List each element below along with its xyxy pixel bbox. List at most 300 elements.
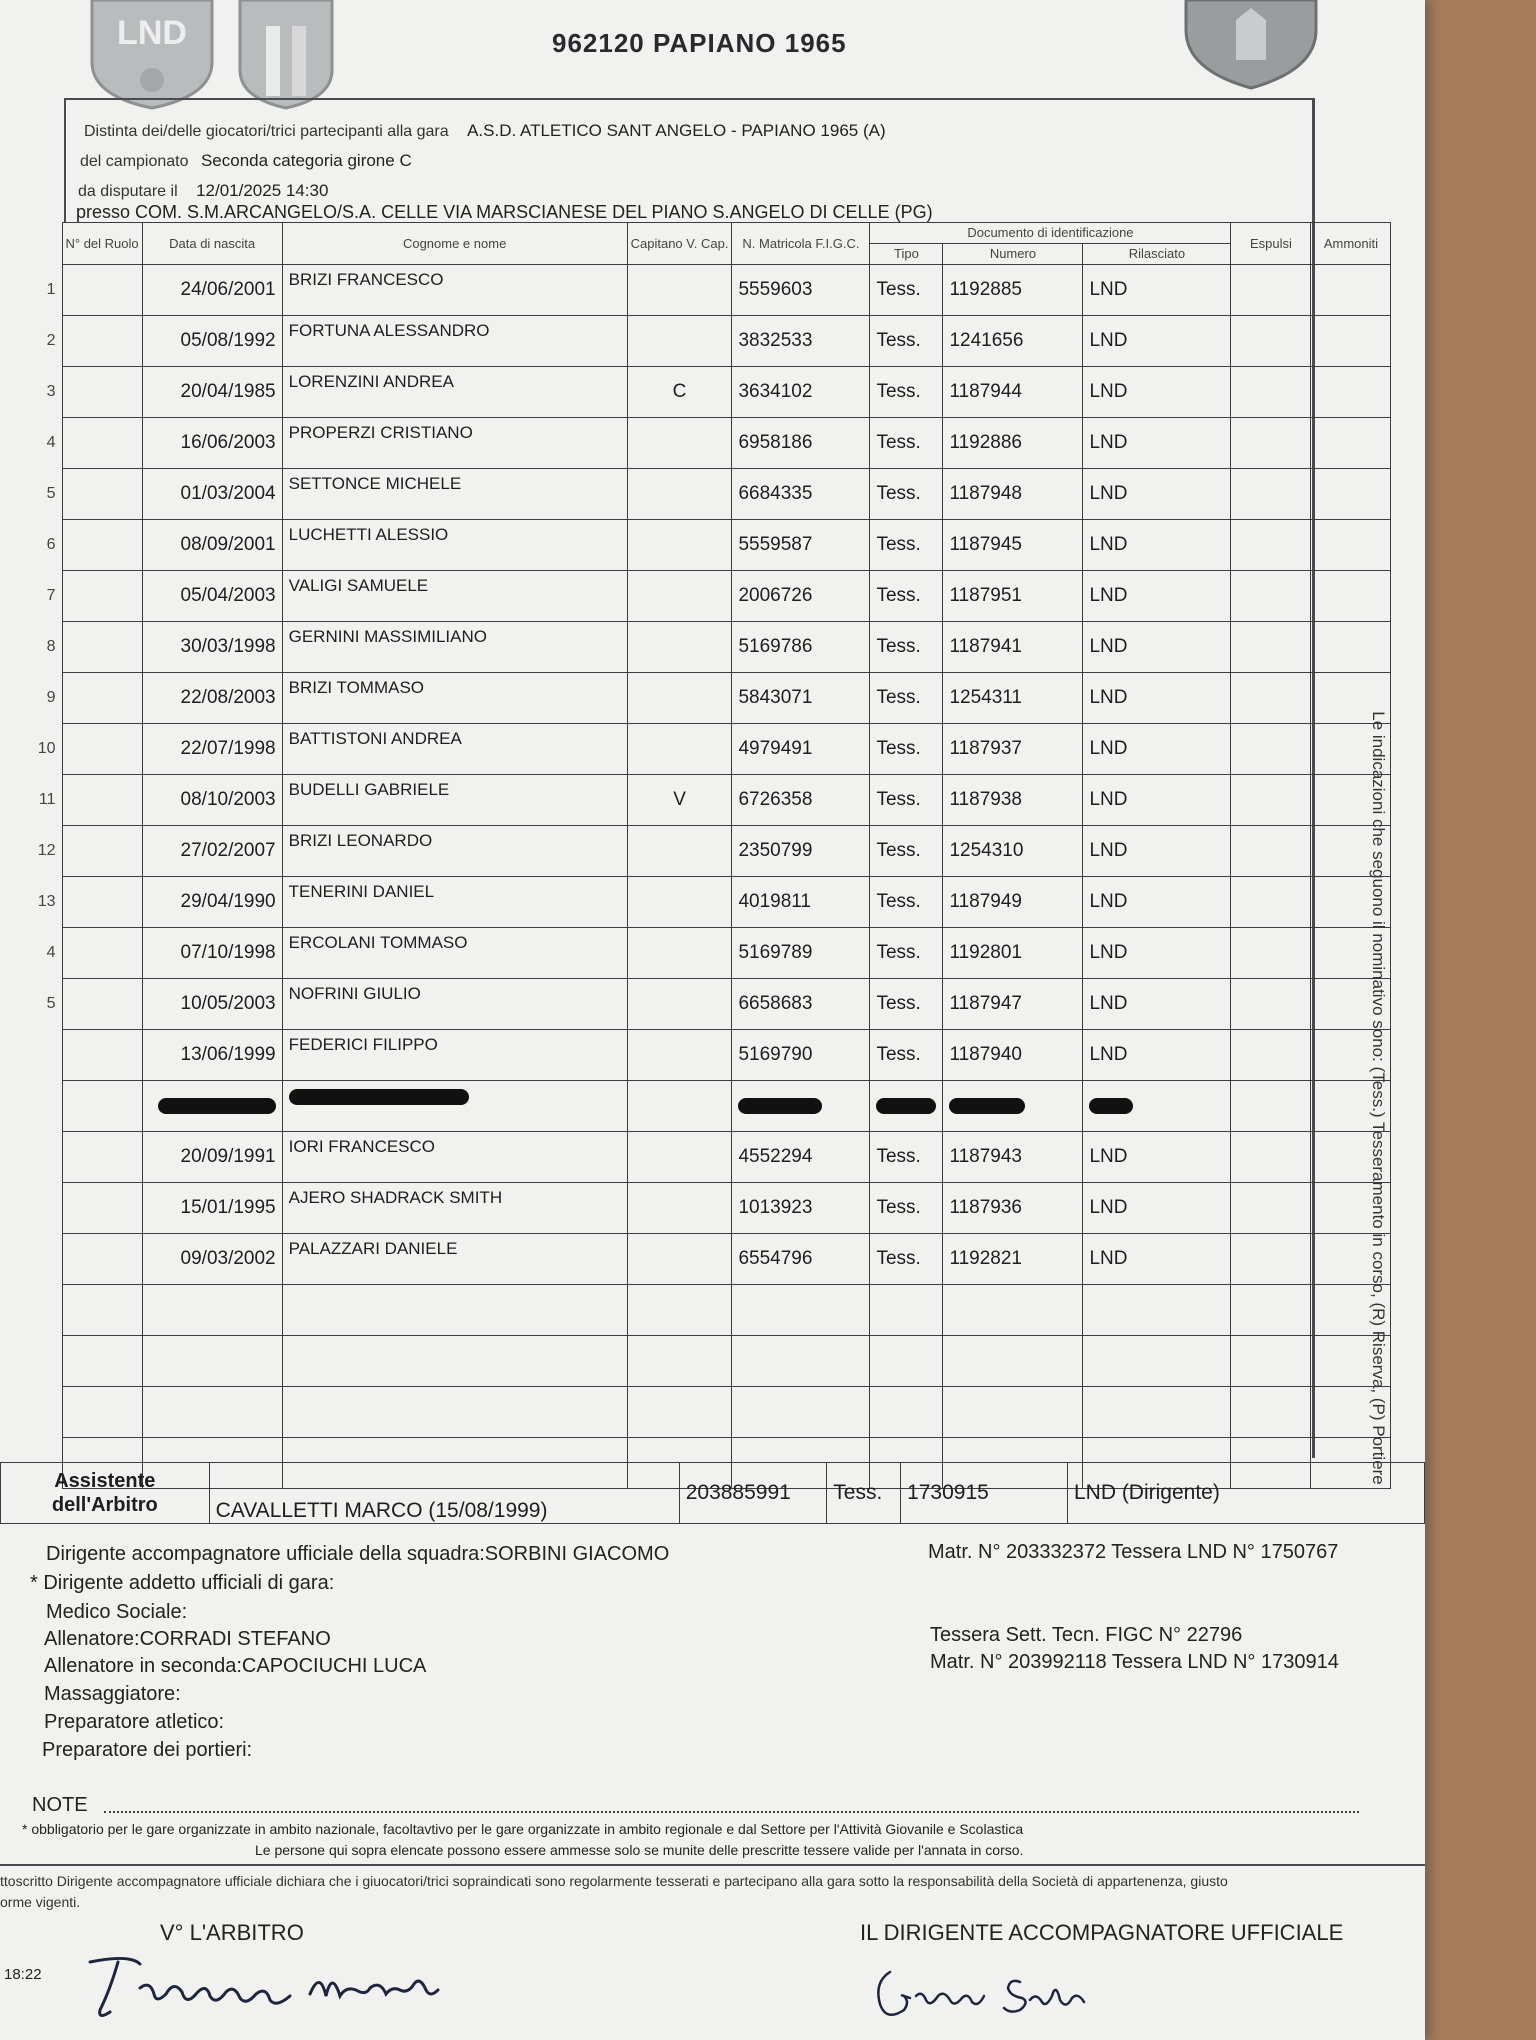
ammoniti-cell xyxy=(1311,418,1391,469)
matricola-cell: 5559603 xyxy=(732,265,870,316)
doc-type-cell xyxy=(870,1336,943,1387)
matricola-cell: 4019811 xyxy=(732,877,870,928)
player-row xyxy=(0,1132,1391,1183)
issuer-cell: LND xyxy=(1083,265,1231,316)
player-name-cell: NOFRINI GIULIO xyxy=(282,979,627,1030)
espulsi-cell xyxy=(1231,622,1311,673)
assistant-label: Assistente dell'Arbitro xyxy=(1,1463,210,1524)
issuer-cell: LND xyxy=(1083,1234,1231,1285)
doc-type-cell: Tess. xyxy=(870,1183,943,1234)
player-row xyxy=(0,1030,1391,1081)
captain-cell xyxy=(627,1081,732,1132)
espulsi-cell xyxy=(1231,928,1311,979)
doc-type-cell: Tess. xyxy=(870,775,943,826)
ruolo-cell xyxy=(62,826,142,877)
captain-cell xyxy=(627,673,732,724)
row-number: 2 xyxy=(46,332,56,349)
row-number: 1 xyxy=(46,281,56,298)
issuer-cell: LND xyxy=(1083,469,1231,520)
col-rilasciato: Rilasciato xyxy=(1083,244,1231,265)
row-number xyxy=(0,1030,62,1081)
matricola-cell: 3832533 xyxy=(732,316,870,367)
col-numero: Numero xyxy=(943,244,1083,265)
player-name-cell xyxy=(282,1081,627,1132)
captain-cell xyxy=(627,622,732,673)
ruolo-cell xyxy=(62,622,142,673)
dirigente-matricola: Matr. N° 203332372 Tessera LND N° 1750767 xyxy=(928,1541,1339,1563)
doc-number-cell: 1254310 xyxy=(943,826,1083,877)
birthdate-cell: 27/02/2007 xyxy=(142,826,282,877)
dirigente-signature xyxy=(870,1952,1130,2032)
issuer-cell xyxy=(1083,1081,1231,1132)
ruolo-cell xyxy=(62,265,142,316)
player-row xyxy=(0,826,1391,877)
captain-cell xyxy=(627,265,732,316)
svg-text:LND: LND xyxy=(117,14,187,52)
doc-type-cell: Tess. xyxy=(870,724,943,775)
player-name-cell: FORTUNA ALESSANDRO xyxy=(282,316,627,367)
obbligatorio-note: * obbligatorio per le gare organizzate in ambito nazionale, facoltavtivo per le gare organizzate in ambito regionale e dal Settore per l'Attività Giovanile e Scolastica xyxy=(22,1821,1024,1837)
assistant-matricola: 203885991 xyxy=(679,1463,827,1524)
birthdate-cell: 20/04/1985 xyxy=(142,367,282,418)
issuer-cell: LND xyxy=(1083,877,1231,928)
matricola-cell xyxy=(732,1285,870,1336)
espulsi-cell xyxy=(1231,1183,1311,1234)
issuer-cell: LND xyxy=(1083,520,1231,571)
dichiarazione-line-2: orme vigenti. xyxy=(0,1894,81,1910)
notes-divider xyxy=(0,1864,1425,1866)
doc-number-cell: 1187943 xyxy=(943,1132,1083,1183)
espulsi-cell xyxy=(1231,1030,1311,1081)
player-name-cell: AJERO SHADRACK SMITH xyxy=(282,1183,627,1234)
player-name-cell xyxy=(282,1387,627,1438)
ruolo-cell xyxy=(62,571,142,622)
arbitro-label: V° L'ARBITRO xyxy=(160,1920,304,1945)
ruolo-cell xyxy=(62,418,142,469)
doc-number-cell xyxy=(943,1285,1083,1336)
espulsi-cell xyxy=(1231,877,1311,928)
matricola-cell: 3634102 xyxy=(732,367,870,418)
row-number: 7 xyxy=(46,587,56,604)
campionato-value: Seconda categoria girone C xyxy=(200,151,412,170)
doc-number-cell: 1192886 xyxy=(943,418,1083,469)
ruolo-cell xyxy=(62,1285,142,1336)
birthdate-cell: 20/09/1991 xyxy=(142,1132,282,1183)
player-row xyxy=(0,265,1391,316)
doc-number-cell: 1187948 xyxy=(943,469,1083,520)
dichiarazione-line-1: ttoscritto Dirigente accompagnatore ufficiale dichiara che i giuocatori/trici sopraindicati sono regolarmente tesserati e partecipano alla gara sotto la responsabilità della Società di appartenenza, giusto xyxy=(0,1873,1228,1889)
birthdate-cell: 24/06/2001 xyxy=(142,265,282,316)
ruolo-cell xyxy=(62,1387,142,1438)
captain-cell xyxy=(627,520,732,571)
matricola-cell: 2350799 xyxy=(732,826,870,877)
doc-number-cell xyxy=(943,1387,1083,1438)
col-tipo: Tipo xyxy=(870,244,943,265)
row-number: 3 xyxy=(46,383,56,400)
issuer-cell xyxy=(1083,1336,1231,1387)
matricola-cell: 1013923 xyxy=(732,1183,870,1234)
matricola-cell: 5169790 xyxy=(732,1030,870,1081)
player-name-cell: BRIZI LEONARDO xyxy=(282,826,627,877)
doc-type-cell: Tess. xyxy=(870,469,943,520)
birthdate-cell: 01/03/2004 xyxy=(142,469,282,520)
matricola-cell: 6658683 xyxy=(732,979,870,1030)
ruolo-cell xyxy=(62,724,142,775)
espulsi-cell xyxy=(1231,1285,1311,1336)
ruolo-cell xyxy=(62,775,142,826)
player-row xyxy=(0,520,1391,571)
doc-number-cell: 1187941 xyxy=(943,622,1083,673)
col-matricola: N. Matricola F.I.G.C. xyxy=(732,223,870,265)
issuer-cell: LND xyxy=(1083,571,1231,622)
espulsi-cell xyxy=(1231,1336,1311,1387)
player-row xyxy=(0,877,1391,928)
birthdate-cell: 08/10/2003 xyxy=(142,775,282,826)
matricola-cell: 4979491 xyxy=(732,724,870,775)
ruolo-cell xyxy=(62,367,142,418)
ammoniti-cell xyxy=(1311,520,1391,571)
birthdate-cell xyxy=(142,1387,282,1438)
birthdate-cell xyxy=(142,1336,282,1387)
issuer-cell: LND xyxy=(1083,1183,1231,1234)
note-label: NOTE xyxy=(32,1794,88,1816)
doc-type-cell: Tess. xyxy=(870,520,943,571)
frame-left-line xyxy=(64,98,66,222)
row-number: 5 xyxy=(46,995,56,1012)
doc-type-cell: Tess. xyxy=(870,265,943,316)
matricola-cell: 6554796 xyxy=(732,1234,870,1285)
header-spacer xyxy=(0,223,62,244)
doc-type-cell: Tess. xyxy=(870,367,943,418)
doc-type-cell: Tess. xyxy=(870,418,943,469)
portieri-line: Preparatore dei portieri: xyxy=(42,1739,253,1761)
secondo-line: Allenatore in seconda:CAPOCIUCHI LUCA xyxy=(44,1655,427,1677)
player-name-cell: TENERINI DANIEL xyxy=(282,877,627,928)
issuer-cell: LND xyxy=(1083,979,1231,1030)
player-name-cell: PROPERZI CRISTIANO xyxy=(282,418,627,469)
ruolo-cell xyxy=(62,928,142,979)
allenatore-line: Allenatore:CORRADI STEFANO xyxy=(44,1628,331,1650)
row-number xyxy=(0,1183,62,1234)
player-name-cell: BUDELLI GABRIELE xyxy=(282,775,627,826)
ammoniti-cell xyxy=(1311,316,1391,367)
matricola-cell: 6684335 xyxy=(732,469,870,520)
matricola-cell: 5169789 xyxy=(732,928,870,979)
document-title: 962120 PAPIANO 1965 xyxy=(552,28,847,58)
birthdate-cell: 08/09/2001 xyxy=(142,520,282,571)
ruolo-cell xyxy=(62,1234,142,1285)
row-number: 4 xyxy=(46,434,56,451)
player-name-cell: VALIGI SAMUELE xyxy=(282,571,627,622)
player-row xyxy=(0,724,1391,775)
papiano-crest xyxy=(1176,0,1326,90)
player-row xyxy=(0,469,1391,520)
issuer-cell: LND xyxy=(1083,673,1231,724)
espulsi-cell xyxy=(1231,520,1311,571)
matricola-cell: 5559587 xyxy=(732,520,870,571)
birthdate-cell xyxy=(142,1285,282,1336)
row-number: 6 xyxy=(46,536,56,553)
doc-number-cell: 1187937 xyxy=(943,724,1083,775)
dirigente-signature-label: IL DIRIGENTE ACCOMPAGNATORE UFFICIALE xyxy=(860,1920,1344,1945)
ruolo-cell xyxy=(62,979,142,1030)
matricola-cell: 5843071 xyxy=(732,673,870,724)
doc-number-cell: 1192885 xyxy=(943,265,1083,316)
col-ammoniti: Ammoniti xyxy=(1311,223,1391,265)
doc-type-cell: Tess. xyxy=(870,1234,943,1285)
issuer-cell: LND xyxy=(1083,928,1231,979)
captain-cell xyxy=(627,1336,732,1387)
captain-cell xyxy=(627,1387,732,1438)
espulsi-cell xyxy=(1231,1234,1311,1285)
header-spacer xyxy=(0,244,62,265)
issuer-cell: LND xyxy=(1083,622,1231,673)
assistant-rilasciato: LND (Dirigente) xyxy=(1067,1463,1424,1524)
persone-note: Le persone qui sopra elencate possono essere ammesse solo se munite delle prescritte tessere valide per l'annata in corso. xyxy=(255,1842,1024,1858)
player-name-cell: BATTISTONI ANDREA xyxy=(282,724,627,775)
distinta-label: Distinta dei/delle giocatori/trici partecipanti alla gara xyxy=(84,123,449,140)
matricola-cell xyxy=(732,1336,870,1387)
issuer-cell: LND xyxy=(1083,1030,1231,1081)
birthdate-cell: 09/03/2002 xyxy=(142,1234,282,1285)
doc-type-cell xyxy=(870,1081,943,1132)
ammoniti-cell xyxy=(1311,367,1391,418)
ammoniti-cell xyxy=(1311,622,1391,673)
espulsi-cell xyxy=(1231,775,1311,826)
doc-number-cell: 1187947 xyxy=(943,979,1083,1030)
captain-cell xyxy=(627,724,732,775)
player-row xyxy=(0,1081,1391,1132)
player-name-cell: LUCHETTI ALESSIO xyxy=(282,520,627,571)
col-dob: Data di nascita xyxy=(142,223,282,265)
player-row xyxy=(0,1183,1391,1234)
doc-number-cell: 1187949 xyxy=(943,877,1083,928)
doc-number-cell: 1187951 xyxy=(943,571,1083,622)
player-name-cell xyxy=(282,1285,627,1336)
campionato-line xyxy=(80,151,412,171)
row-number xyxy=(0,1234,62,1285)
espulsi-cell xyxy=(1231,979,1311,1030)
espulsi-cell xyxy=(1231,367,1311,418)
assistant-numero: 1730915 xyxy=(901,1463,1068,1524)
player-row xyxy=(0,571,1391,622)
player-name-cell: LORENZINI ANDREA xyxy=(282,367,627,418)
row-number xyxy=(0,1387,62,1438)
espulsi-cell xyxy=(1231,418,1311,469)
birthdate-cell: 22/07/1998 xyxy=(142,724,282,775)
birthdate-cell: 10/05/2003 xyxy=(142,979,282,1030)
ruolo-cell xyxy=(62,316,142,367)
doc-number-cell: 1192821 xyxy=(943,1234,1083,1285)
doc-type-cell xyxy=(870,1285,943,1336)
issuer-cell: LND xyxy=(1083,775,1231,826)
note-dotted-line xyxy=(104,1811,1359,1813)
espulsi-cell xyxy=(1231,724,1311,775)
doc-number-cell: 1254311 xyxy=(943,673,1083,724)
col-captain: Capitano V. Cap. xyxy=(627,223,732,265)
matricola-cell: 2006726 xyxy=(732,571,870,622)
birthdate-cell: 29/04/1990 xyxy=(142,877,282,928)
player-name-cell: GERNINI MASSIMILIANO xyxy=(282,622,627,673)
player-name-cell: FEDERICI FILIPPO xyxy=(282,1030,627,1081)
ruolo-cell xyxy=(62,877,142,928)
matricola-cell: 4552294 xyxy=(732,1132,870,1183)
birthdate-cell: 05/08/1992 xyxy=(142,316,282,367)
espulsi-cell xyxy=(1231,1132,1311,1183)
doc-type-cell: Tess. xyxy=(870,673,943,724)
row-number xyxy=(0,1132,62,1183)
issuer-cell: LND xyxy=(1083,316,1231,367)
doc-number-cell: 1241656 xyxy=(943,316,1083,367)
birthdate-cell: 05/04/2003 xyxy=(142,571,282,622)
lnd-logo xyxy=(88,0,218,110)
row-number: 9 xyxy=(46,689,56,706)
player-row xyxy=(0,1336,1391,1387)
captain-cell xyxy=(627,877,732,928)
issuer-cell: LND xyxy=(1083,724,1231,775)
doc-type-cell: Tess. xyxy=(870,571,943,622)
player-name-cell: BRIZI FRANCESCO xyxy=(282,265,627,316)
row-number: 12 xyxy=(37,842,56,859)
col-espulsi: Espulsi xyxy=(1231,223,1311,265)
issuer-cell xyxy=(1083,1285,1231,1336)
player-row xyxy=(0,418,1391,469)
redaction-mark xyxy=(289,1089,469,1105)
captain-cell: C xyxy=(627,367,732,418)
captain-cell xyxy=(627,1132,732,1183)
doc-type-cell: Tess. xyxy=(870,877,943,928)
redaction-mark xyxy=(158,1098,276,1114)
doc-type-cell: Tess. xyxy=(870,979,943,1030)
captain-cell xyxy=(627,928,732,979)
player-name-cell: IORI FRANCESCO xyxy=(282,1132,627,1183)
birthdate-cell: 07/10/1998 xyxy=(142,928,282,979)
row-number: 4 xyxy=(46,944,56,961)
figc-logo xyxy=(236,0,336,110)
issuer-cell: LND xyxy=(1083,826,1231,877)
captain-cell xyxy=(627,826,732,877)
atletico-line: Preparatore atletico: xyxy=(44,1711,225,1733)
row-number xyxy=(0,1285,62,1336)
massaggiatore-line: Massaggiatore: xyxy=(44,1683,181,1705)
captain-cell xyxy=(627,418,732,469)
arbitro-signature xyxy=(70,1950,490,2030)
player-row xyxy=(0,316,1391,367)
roster-body xyxy=(0,265,1391,1489)
header-row-top xyxy=(0,223,1391,244)
timestamp: 18:22 xyxy=(4,1966,42,1983)
ruolo-cell xyxy=(62,1183,142,1234)
captain-cell xyxy=(627,469,732,520)
espulsi-cell xyxy=(1231,265,1311,316)
espulsi-cell xyxy=(1231,316,1311,367)
doc-number-cell xyxy=(943,1336,1083,1387)
doc-type-cell xyxy=(870,1387,943,1438)
issuer-cell xyxy=(1083,1387,1231,1438)
captain-cell xyxy=(627,316,732,367)
redaction-mark xyxy=(949,1098,1025,1114)
birthdate-cell: 22/08/2003 xyxy=(142,673,282,724)
dirigente-line: Dirigente accompagnatore ufficiale della squadra:SORBINI GIACOMO xyxy=(46,1543,670,1565)
campionato-label: del campionato xyxy=(80,153,189,170)
match-line xyxy=(84,121,886,141)
player-row xyxy=(0,775,1391,826)
row-number: 11 xyxy=(38,791,56,808)
ruolo-cell xyxy=(62,1132,142,1183)
ruolo-cell xyxy=(62,469,142,520)
doc-type-cell: Tess. xyxy=(870,622,943,673)
ruolo-cell xyxy=(62,520,142,571)
espulsi-cell xyxy=(1231,571,1311,622)
birthdate-cell xyxy=(142,1081,282,1132)
venue-line: presso COM. S.M.ARCANGELO/S.A. CELLE VIA MARSCIANESE DEL PIANO S.ANGELO DI CELLE (PG) xyxy=(76,202,933,222)
date-label: da disputare il xyxy=(78,183,178,200)
birthdate-cell: 30/03/1998 xyxy=(142,622,282,673)
assistant-table xyxy=(0,1462,1425,1524)
matricola-cell: 5169786 xyxy=(732,622,870,673)
ruolo-cell xyxy=(62,1336,142,1387)
date-value: 12/01/2025 14:30 xyxy=(196,181,329,200)
assistant-name: CAVALLETTI MARCO (15/08/1999) xyxy=(209,1463,679,1524)
matricola-cell xyxy=(732,1081,870,1132)
player-name-cell: PALAZZARI DANIELE xyxy=(282,1234,627,1285)
redaction-mark xyxy=(876,1098,936,1114)
doc-type-cell: Tess. xyxy=(870,1030,943,1081)
player-row xyxy=(0,1234,1391,1285)
row-number: 13 xyxy=(37,893,56,910)
espulsi-cell xyxy=(1231,1081,1311,1132)
captain-cell xyxy=(627,1234,732,1285)
captain-cell xyxy=(627,1183,732,1234)
espulsi-cell xyxy=(1231,673,1311,724)
row-number: 5 xyxy=(46,485,56,502)
doc-number-cell: 1192801 xyxy=(943,928,1083,979)
doc-number-cell xyxy=(943,1081,1083,1132)
doc-number-cell: 1187945 xyxy=(943,520,1083,571)
player-row xyxy=(0,979,1391,1030)
player-name-cell: ERCOLANI TOMMASO xyxy=(282,928,627,979)
doc-type-cell: Tess. xyxy=(870,826,943,877)
player-name-cell: BRIZI TOMMASO xyxy=(282,673,627,724)
birthdate-cell: 15/01/1995 xyxy=(142,1183,282,1234)
row-number: 8 xyxy=(46,638,56,655)
row-number: 10 xyxy=(37,740,56,757)
match-value: A.S.D. ATLETICO SANT ANGELO - PAPIANO 1965 (A) xyxy=(467,121,886,140)
captain-cell: V xyxy=(627,775,732,826)
redaction-mark xyxy=(1089,1098,1133,1114)
doc-type-cell: Tess. xyxy=(870,1132,943,1183)
col-documento: Documento di identificazione xyxy=(870,223,1231,244)
doc-number-cell: 1187936 xyxy=(943,1183,1083,1234)
assistant-tipo: Tess. xyxy=(827,1463,901,1524)
row-number xyxy=(0,1336,62,1387)
matricola-cell: 6958186 xyxy=(732,418,870,469)
espulsi-cell xyxy=(1231,469,1311,520)
ammoniti-cell xyxy=(1311,571,1391,622)
row-number xyxy=(0,1081,62,1132)
player-row xyxy=(0,1387,1391,1438)
captain-cell xyxy=(627,979,732,1030)
doc-number-cell: 1187938 xyxy=(943,775,1083,826)
addetto-line: * Dirigente addetto ufficiali di gara: xyxy=(30,1572,335,1594)
assistant-row xyxy=(1,1463,1425,1524)
birthdate-cell: 16/06/2003 xyxy=(142,418,282,469)
ruolo-cell xyxy=(62,1030,142,1081)
player-row xyxy=(0,1285,1391,1336)
ruolo-cell xyxy=(62,1081,142,1132)
ammoniti-cell xyxy=(1311,265,1391,316)
player-row xyxy=(0,622,1391,673)
